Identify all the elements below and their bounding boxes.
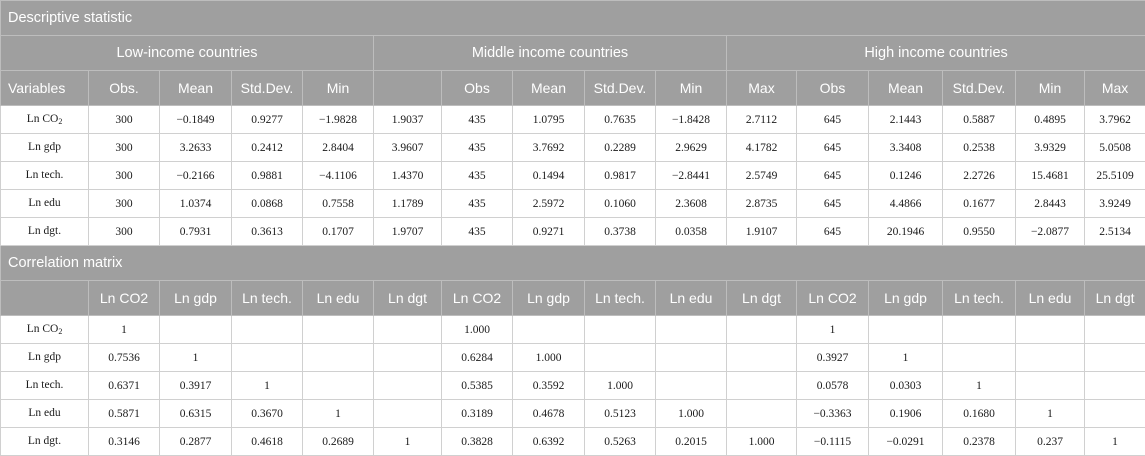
descriptive-value-cell: 2.3608 <box>656 190 727 218</box>
correlation-row <box>1 428 1145 456</box>
descriptive-value-cell: −4.1106 <box>303 162 374 190</box>
correlation-body <box>1 316 1145 456</box>
correlation-value-cell <box>585 316 656 344</box>
variable-label <box>1 372 89 400</box>
correlation-value-cell: 1 <box>89 316 160 344</box>
descriptive-value-cell: 1.9037 <box>374 106 442 134</box>
correlation-value-cell: 1 <box>797 316 869 344</box>
correlation-value-cell <box>374 372 442 400</box>
descriptive-value-cell: 0.7558 <box>303 190 374 218</box>
descriptive-value-cell: 3.9329 <box>1016 134 1085 162</box>
descriptive-value-cell: 2.1443 <box>869 106 943 134</box>
correlation-value-cell: 0.2378 <box>943 428 1016 456</box>
descriptive-value-cell: 2.8735 <box>727 190 797 218</box>
correlation-value-cell <box>160 316 232 344</box>
correlation-header-cell: Ln dgt <box>374 281 442 316</box>
descriptive-value-cell: 2.5749 <box>727 162 797 190</box>
descriptive-section-title: Descriptive statistic <box>1 1 1145 36</box>
descriptive-value-cell: 1.0374 <box>160 190 232 218</box>
correlation-value-cell <box>232 316 303 344</box>
descriptive-value-cell: 1.4370 <box>374 162 442 190</box>
correlation-value-cell: 0.7536 <box>89 344 160 372</box>
descriptive-header-cell: Max <box>1085 71 1145 106</box>
correlation-value-cell <box>727 400 797 428</box>
descriptive-header-cell: Min <box>656 71 727 106</box>
correlation-value-cell: 0.5385 <box>442 372 513 400</box>
correlation-value-cell <box>1016 316 1085 344</box>
variable-label-text: Ln dgt. <box>28 435 61 447</box>
descriptive-value-cell: 1.0795 <box>513 106 585 134</box>
variable-label <box>1 190 89 218</box>
descriptive-header-cell: Obs <box>797 71 869 106</box>
correlation-value-cell: 0.2015 <box>656 428 727 456</box>
descriptive-value-cell: 0.2538 <box>943 134 1016 162</box>
correlation-header-cell: Ln edu <box>303 281 374 316</box>
correlation-value-cell: −0.0291 <box>869 428 943 456</box>
variable-label-text: Ln edu <box>28 197 60 209</box>
descriptive-body <box>1 106 1145 246</box>
correlation-value-cell <box>943 344 1016 372</box>
correlation-value-cell: 1 <box>1085 428 1145 456</box>
descriptive-value-cell: 0.9271 <box>513 218 585 246</box>
correlation-value-cell <box>1085 400 1145 428</box>
correlation-value-cell: 0.3828 <box>442 428 513 456</box>
descriptive-header-cell: Std.Dev. <box>585 71 656 106</box>
correlation-value-cell: 0.2689 <box>303 428 374 456</box>
descriptive-row <box>1 162 1145 190</box>
descriptive-value-cell: 0.2412 <box>232 134 303 162</box>
correlation-value-cell <box>374 316 442 344</box>
descriptive-value-cell: 435 <box>442 190 513 218</box>
variable-label <box>1 400 89 428</box>
variable-label-text: Ln dgt. <box>28 225 61 237</box>
descriptive-value-cell: 2.8443 <box>1016 190 1085 218</box>
descriptive-row <box>1 218 1145 246</box>
descriptive-header-cell: Min <box>303 71 374 106</box>
correlation-header-cell: Ln tech. <box>943 281 1016 316</box>
descriptive-value-cell: 0.1246 <box>869 162 943 190</box>
descriptive-row <box>1 134 1145 162</box>
correlation-header-cell: Ln gdp <box>513 281 585 316</box>
descriptive-header-cell: Max <box>727 71 797 106</box>
variable-label-subscript: 2 <box>58 327 62 336</box>
descriptive-header-cell: Std.Dev. <box>943 71 1016 106</box>
correlation-value-cell: −0.1115 <box>797 428 869 456</box>
descriptive-value-cell: 3.3408 <box>869 134 943 162</box>
correlation-value-cell <box>303 344 374 372</box>
variable-label <box>1 162 89 190</box>
descriptive-value-cell: 0.4895 <box>1016 106 1085 134</box>
correlation-value-cell <box>1016 344 1085 372</box>
correlation-header-cell: Ln dgt <box>1085 281 1145 316</box>
descriptive-value-cell: 0.1494 <box>513 162 585 190</box>
correlation-header-cell <box>1 281 89 316</box>
descriptive-value-cell: −2.8441 <box>656 162 727 190</box>
descriptive-value-cell: 3.7692 <box>513 134 585 162</box>
correlation-value-cell <box>1085 344 1145 372</box>
descriptive-value-cell: 435 <box>442 106 513 134</box>
descriptive-value-cell: 645 <box>797 218 869 246</box>
descriptive-value-cell: 435 <box>442 218 513 246</box>
correlation-value-cell: 0.6315 <box>160 400 232 428</box>
descriptive-row <box>1 106 1145 134</box>
descriptive-value-cell: 300 <box>89 134 160 162</box>
descriptive-value-cell: 300 <box>89 218 160 246</box>
correlation-value-cell <box>1016 372 1085 400</box>
correlation-header-cell: Ln dgt <box>727 281 797 316</box>
correlation-header-cell: Ln CO2 <box>442 281 513 316</box>
descriptive-header-cell: Std.Dev. <box>232 71 303 106</box>
correlation-value-cell: 0.3592 <box>513 372 585 400</box>
descriptive-value-cell: 645 <box>797 162 869 190</box>
descriptive-value-cell: 20.1946 <box>869 218 943 246</box>
descriptive-value-cell: 0.0868 <box>232 190 303 218</box>
correlation-value-cell <box>513 316 585 344</box>
correlation-header-cell: Ln tech. <box>232 281 303 316</box>
correlation-value-cell <box>727 372 797 400</box>
descriptive-value-cell: 4.4866 <box>869 190 943 218</box>
descriptive-header-cell: Mean <box>160 71 232 106</box>
correlation-value-cell: −0.3363 <box>797 400 869 428</box>
descriptive-value-cell: 2.5972 <box>513 190 585 218</box>
descriptive-value-cell: −0.1849 <box>160 106 232 134</box>
correlation-value-cell <box>727 316 797 344</box>
correlation-value-cell: 0.3670 <box>232 400 303 428</box>
correlation-value-cell: 0.6284 <box>442 344 513 372</box>
correlation-value-cell: 1.000 <box>513 344 585 372</box>
group-low-income: Low-income countries <box>1 36 374 71</box>
correlation-header-cell: Ln tech. <box>585 281 656 316</box>
variable-label <box>1 218 89 246</box>
descriptive-value-cell: 2.8404 <box>303 134 374 162</box>
correlation-value-cell <box>727 344 797 372</box>
variable-label <box>1 106 89 134</box>
correlation-value-cell <box>374 400 442 428</box>
correlation-value-cell <box>943 316 1016 344</box>
correlation-value-cell: 0.0578 <box>797 372 869 400</box>
descriptive-value-cell: 0.1060 <box>585 190 656 218</box>
correlation-value-cell: 0.3927 <box>797 344 869 372</box>
correlation-value-cell: 0.1680 <box>943 400 1016 428</box>
descriptive-row <box>1 190 1145 218</box>
correlation-value-cell: 1.000 <box>585 372 656 400</box>
variable-label-text: Ln gdp <box>28 351 61 363</box>
descriptive-value-cell: 1.1789 <box>374 190 442 218</box>
descriptive-section-row <box>1 1 1145 36</box>
variable-label <box>1 316 89 344</box>
descriptive-value-cell: −1.8428 <box>656 106 727 134</box>
descriptive-value-cell: 0.9277 <box>232 106 303 134</box>
correlation-value-cell: 0.237 <box>1016 428 1085 456</box>
correlation-value-cell: 0.5871 <box>89 400 160 428</box>
correlation-value-cell: 1.000 <box>656 400 727 428</box>
correlation-value-cell: 1 <box>303 400 374 428</box>
correlation-value-cell: 0.3917 <box>160 372 232 400</box>
correlation-value-cell <box>656 372 727 400</box>
descriptive-value-cell: 3.9249 <box>1085 190 1145 218</box>
correlation-header-cell: Ln CO2 <box>797 281 869 316</box>
correlation-value-cell: 1 <box>943 372 1016 400</box>
variable-label <box>1 428 89 456</box>
descriptive-value-cell: 3.9607 <box>374 134 442 162</box>
correlation-value-cell: 0.0303 <box>869 372 943 400</box>
descriptive-value-cell: 0.9881 <box>232 162 303 190</box>
descriptive-value-cell: 0.7931 <box>160 218 232 246</box>
correlation-row <box>1 344 1145 372</box>
descriptive-header-cell: Mean <box>869 71 943 106</box>
descriptive-header-cell <box>374 71 442 106</box>
descriptive-value-cell: 4.1782 <box>727 134 797 162</box>
descriptive-value-cell: −1.9828 <box>303 106 374 134</box>
country-group-row <box>1 36 1145 71</box>
correlation-value-cell <box>656 316 727 344</box>
descriptive-value-cell: 435 <box>442 134 513 162</box>
correlation-value-cell <box>1085 372 1145 400</box>
correlation-value-cell: 1 <box>160 344 232 372</box>
correlation-header-cell: Ln edu <box>1016 281 1085 316</box>
descriptive-value-cell: 0.5887 <box>943 106 1016 134</box>
descriptive-value-cell: 2.5134 <box>1085 218 1145 246</box>
correlation-header-cell: Ln edu <box>656 281 727 316</box>
correlation-value-cell: 0.4678 <box>513 400 585 428</box>
correlation-row <box>1 316 1145 344</box>
descriptive-value-cell: 2.9629 <box>656 134 727 162</box>
correlation-value-cell: 1 <box>374 428 442 456</box>
descriptive-value-cell: 645 <box>797 134 869 162</box>
correlation-value-cell <box>585 344 656 372</box>
descriptive-value-cell: 645 <box>797 106 869 134</box>
correlation-value-cell <box>303 372 374 400</box>
correlation-value-cell: 0.6392 <box>513 428 585 456</box>
descriptive-header-cell: Obs. <box>89 71 160 106</box>
correlation-row <box>1 372 1145 400</box>
correlation-value-cell <box>374 344 442 372</box>
correlation-value-cell: 1 <box>1016 400 1085 428</box>
correlation-value-cell: 0.3146 <box>89 428 160 456</box>
variable-label-text: Ln tech. <box>26 379 64 391</box>
correlation-value-cell: 0.5123 <box>585 400 656 428</box>
descriptive-value-cell: 0.7635 <box>585 106 656 134</box>
descriptive-value-cell: 1.9707 <box>374 218 442 246</box>
descriptive-value-cell: 1.9107 <box>727 218 797 246</box>
variable-label-text: Ln edu <box>28 407 60 419</box>
descriptive-value-cell: 300 <box>89 190 160 218</box>
descriptive-value-cell: 25.5109 <box>1085 162 1145 190</box>
descriptive-value-cell: 0.0358 <box>656 218 727 246</box>
descriptive-header-cell: Mean <box>513 71 585 106</box>
descriptive-value-cell: 300 <box>89 162 160 190</box>
descriptive-value-cell: 15.4681 <box>1016 162 1085 190</box>
descriptive-value-cell: 3.7962 <box>1085 106 1145 134</box>
variable-label <box>1 344 89 372</box>
variable-label-subscript: 2 <box>58 117 62 126</box>
descriptive-value-cell: 2.2726 <box>943 162 1016 190</box>
descriptive-value-cell: 435 <box>442 162 513 190</box>
correlation-value-cell <box>232 344 303 372</box>
variable-label-text: Ln CO <box>27 323 59 335</box>
correlation-value-cell <box>869 316 943 344</box>
variable-label-text: Ln tech. <box>26 169 64 181</box>
descriptive-header-cell: Variables <box>1 71 89 106</box>
descriptive-value-cell: 2.7112 <box>727 106 797 134</box>
descriptive-value-cell: 0.3613 <box>232 218 303 246</box>
correlation-value-cell: 0.6371 <box>89 372 160 400</box>
correlation-value-cell: 0.3189 <box>442 400 513 428</box>
descriptive-header-cell: Min <box>1016 71 1085 106</box>
descriptive-value-cell: 0.1677 <box>943 190 1016 218</box>
descriptive-value-cell: 0.1707 <box>303 218 374 246</box>
descriptive-value-cell: 0.9550 <box>943 218 1016 246</box>
descriptive-value-cell: 645 <box>797 190 869 218</box>
correlation-value-cell: 1 <box>232 372 303 400</box>
correlation-header-cell: Ln CO2 <box>89 281 160 316</box>
variable-label-text: Ln gdp <box>28 141 61 153</box>
variable-label <box>1 134 89 162</box>
descriptive-header-row <box>1 71 1145 106</box>
correlation-header-cell: Ln gdp <box>869 281 943 316</box>
correlation-value-cell: 0.2877 <box>160 428 232 456</box>
correlation-value-cell: 1.000 <box>727 428 797 456</box>
descriptive-value-cell: −0.2166 <box>160 162 232 190</box>
correlation-value-cell <box>303 316 374 344</box>
correlation-value-cell: 1.000 <box>442 316 513 344</box>
correlation-header-row <box>1 281 1145 316</box>
descriptive-value-cell: 5.0508 <box>1085 134 1145 162</box>
group-high-income: High income countries <box>727 36 1145 71</box>
correlation-value-cell: 0.1906 <box>869 400 943 428</box>
correlation-header-cell: Ln gdp <box>160 281 232 316</box>
descriptive-value-cell: 0.9817 <box>585 162 656 190</box>
variable-label-text: Ln CO <box>27 113 59 125</box>
correlation-row <box>1 400 1145 428</box>
descriptive-value-cell: 300 <box>89 106 160 134</box>
correlation-value-cell: 1 <box>869 344 943 372</box>
correlation-section-title: Correlation matrix <box>1 246 1145 281</box>
descriptive-value-cell: 0.3738 <box>585 218 656 246</box>
descriptive-value-cell: 0.2289 <box>585 134 656 162</box>
correlation-section-row <box>1 246 1145 281</box>
group-middle-income: Middle income countries <box>374 36 727 71</box>
correlation-value-cell <box>656 344 727 372</box>
descriptive-header-cell: Obs <box>442 71 513 106</box>
correlation-value-cell <box>1085 316 1145 344</box>
descriptive-value-cell: 3.2633 <box>160 134 232 162</box>
correlation-value-cell: 0.4618 <box>232 428 303 456</box>
descriptive-value-cell: −2.0877 <box>1016 218 1085 246</box>
correlation-value-cell: 0.5263 <box>585 428 656 456</box>
